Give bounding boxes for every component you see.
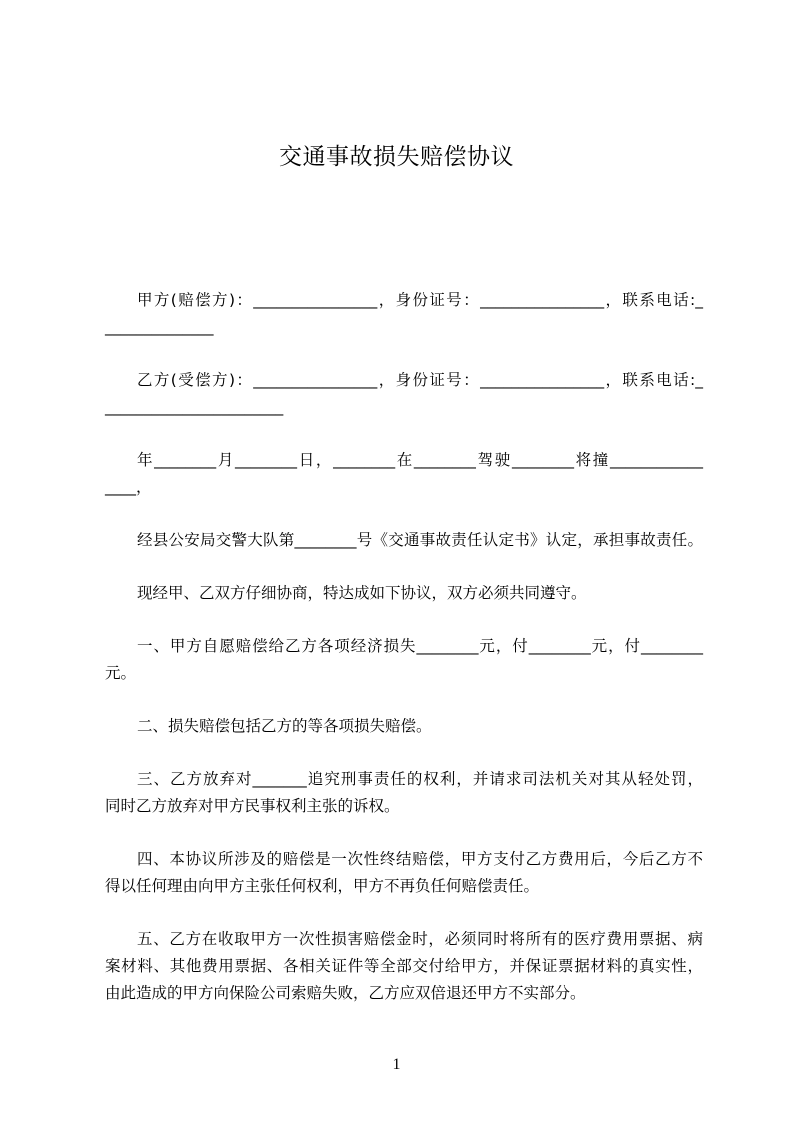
clause-1-paragraph [105, 633, 703, 687]
party-b-paragraph [105, 367, 703, 421]
paragraph-line: 三、乙方放弃对_______追究刑事责任的权利，并请求司法机关对其从轻处罚， [137, 770, 703, 788]
paragraph-line: 乙方(受偿方)：________________，身份证号：________________，联系电话:_ [137, 371, 703, 389]
paragraph-line: 案材料、其他费用票据、各相关证件等全部交付给甲方，并保证票据材料的真实性， [105, 957, 703, 975]
clause-4-paragraph [105, 846, 703, 900]
paragraph-line: 二、损失赔偿包括乙方的等各项损失赔偿。 [137, 717, 432, 735]
paragraph-line: 现经甲、乙双方仔细协商，特达成如下协议，双方必须共同遵守。 [137, 584, 587, 602]
paragraph-line: 甲方(赔偿方)：________________，身份证号：________________，联系电话:_ [137, 291, 703, 309]
paragraph-line: 年________月________日，________在________驾驶________将撞____________ [137, 451, 703, 469]
document-body [105, 287, 703, 1033]
clause-5-paragraph [105, 926, 703, 1007]
document-title: 交通事故损失赔偿协议 [279, 144, 514, 170]
clause-3-paragraph [105, 766, 703, 820]
paragraph-line: 四、本协议所涉及的赔偿是一次性终结赔偿，甲方支付乙方费用后，今后乙方不 [137, 850, 703, 868]
paragraph-line: 得以任何理由向甲方主张任何权利，甲方不再负任何赔偿责任。 [105, 877, 540, 895]
paragraph-line: 由此造成的甲方向保险公司索赔失败，乙方应双倍退还甲方不实部分。 [105, 984, 586, 1002]
accident-details-paragraph [105, 447, 703, 501]
paragraph-line: 元。 [105, 664, 137, 682]
paragraph-line: 五、乙方在收取甲方一次性损害赔偿金时，必须同时将所有的医疗费用票据、病 [137, 930, 703, 948]
paragraph-line: 一、甲方自愿赔偿给乙方各项经济损失________元，付________元，付________ [137, 637, 703, 655]
page-number: 1 [392, 1056, 401, 1073]
paragraph-line: 经县公安局交警大队第________号《交通事故责任认定书》认定，承担事故责任。 [137, 531, 703, 549]
paragraph-line: ______________ [105, 318, 214, 336]
clause-2-paragraph [105, 713, 703, 740]
paragraph-line: 同时乙方放弃对甲方民事权利主张的诉权。 [105, 797, 400, 815]
agreement-intro-paragraph [105, 580, 703, 607]
paragraph-line: ____， [105, 478, 152, 496]
liability-determination-paragraph [105, 527, 703, 554]
party-a-paragraph [105, 287, 703, 341]
paragraph-line: _______________________ [105, 398, 284, 416]
